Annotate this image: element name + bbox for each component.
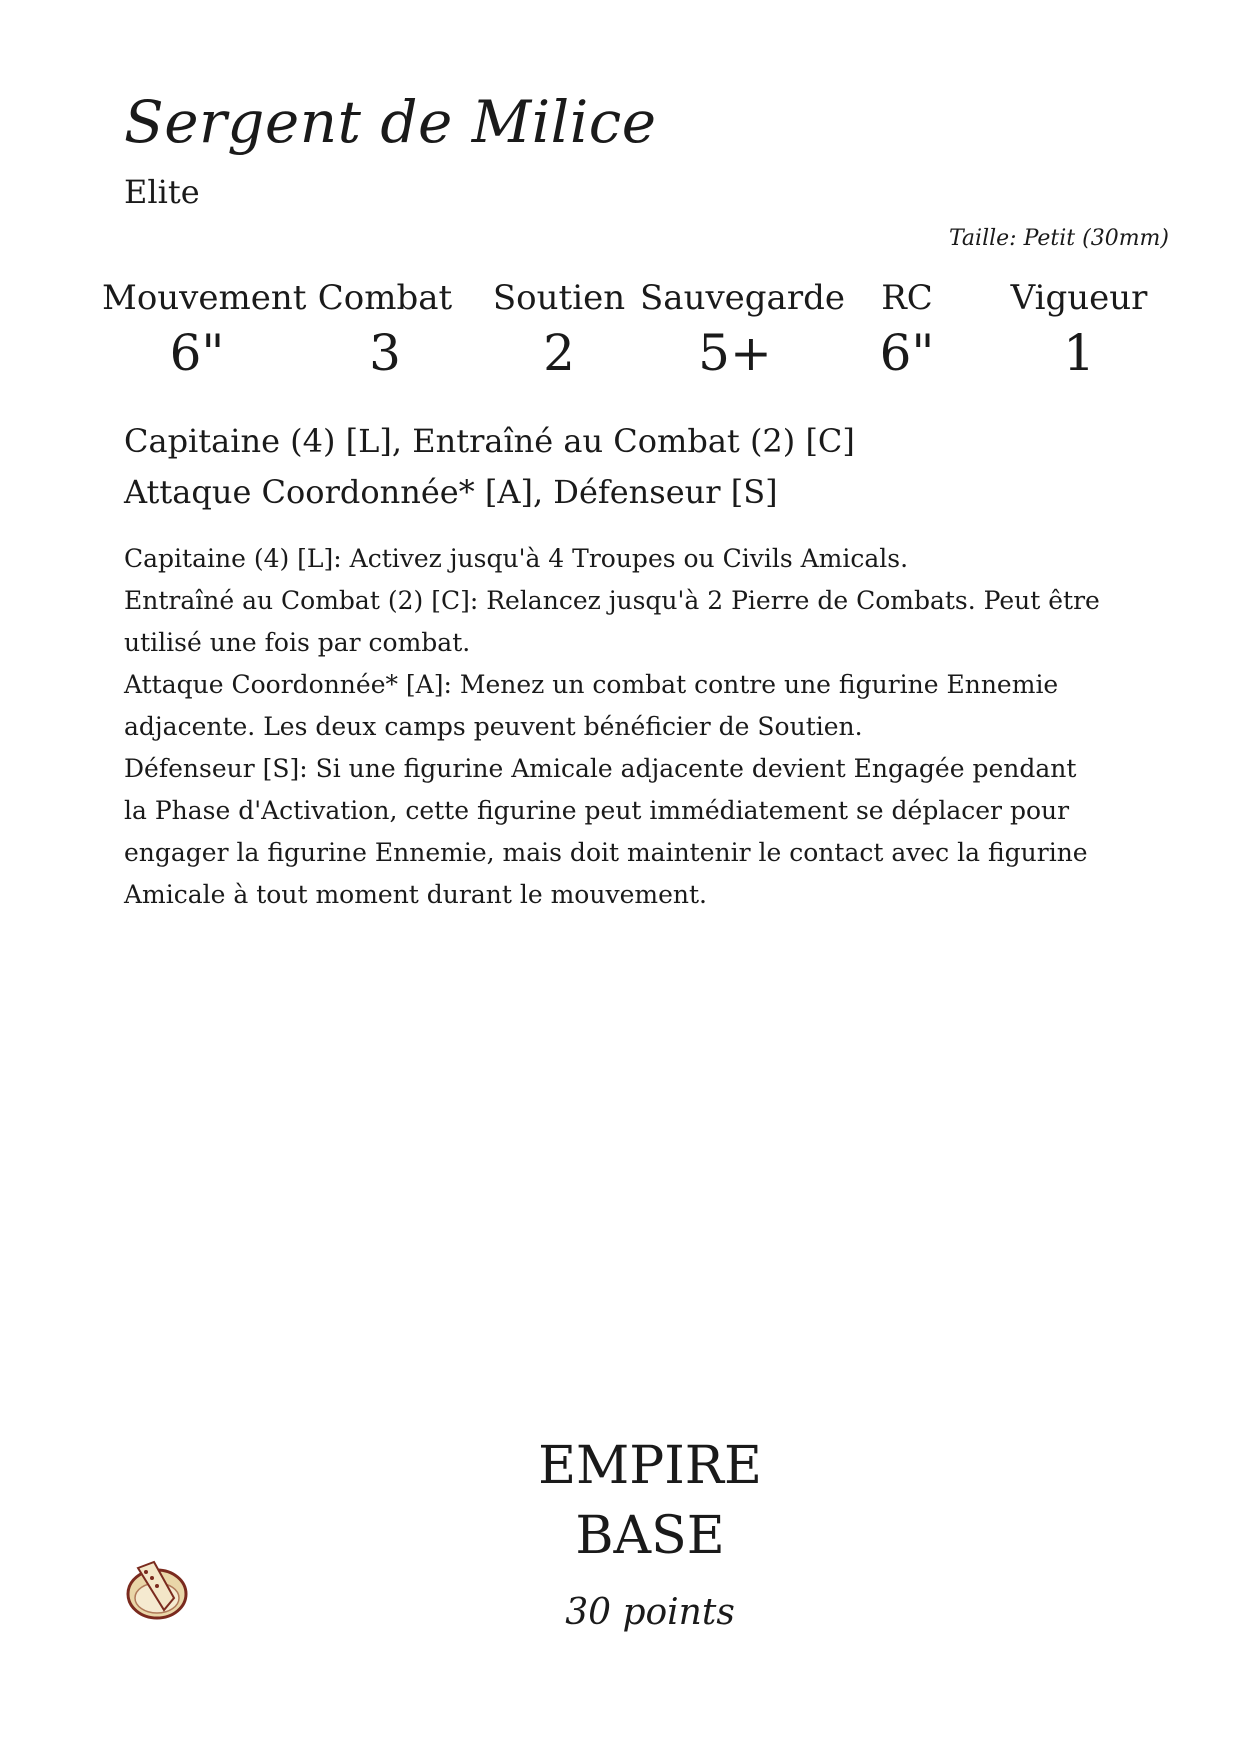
stat-label: Mouvement xyxy=(102,278,307,318)
stat-sauvegarde xyxy=(640,278,845,382)
stat-value: 1 xyxy=(1063,324,1095,382)
stat-label: RC xyxy=(881,278,933,318)
stat-value: 6" xyxy=(879,324,935,382)
stat-value: 3 xyxy=(369,324,401,382)
stat-mouvement xyxy=(102,278,307,382)
stat-soutien xyxy=(464,278,654,382)
stat-rc xyxy=(812,278,1002,382)
ability-description: Défenseur [S]: Si une figurine Amicale adjacente devient Engagée pendant la Phase d'Activation, cette figurine peut immédiatement se déplacer pour engager la figurine Ennemie, mais doit maintenir le contact avec la figurine Amicale à tout moment durant le mouvement. xyxy=(124,754,1088,909)
stat-value: 5+ xyxy=(698,324,772,382)
abilities-summary xyxy=(124,416,855,518)
ability-description: Attaque Coordonnée* [A]: Menez un combat contre une figurine Ennemie adjacente. Les deux camps peuvent bénéficier de Soutien. xyxy=(124,670,1059,741)
stat-label: Vigueur xyxy=(1010,278,1148,318)
stat-value: 2 xyxy=(543,324,575,382)
stat-combat xyxy=(290,278,480,382)
stat-value: 6" xyxy=(169,324,225,382)
ability-description: Entraîné au Combat (2) [C]: Relancez jusqu'à 2 Pierre de Combats. Peut être utilisé une fois par combat. xyxy=(124,586,1100,657)
stat-label: Combat xyxy=(317,278,453,318)
abilities-line: Capitaine (4) [L], Entraîné au Combat (2) [C] xyxy=(124,422,855,460)
stat-label: Sauvegarde xyxy=(640,278,845,318)
abilities-line: Attaque Coordonnée* [A], Défenseur [S] xyxy=(124,473,778,511)
points-cost: 30 points xyxy=(565,1592,735,1633)
unit-type: Elite xyxy=(124,173,200,211)
base-icon xyxy=(124,1558,190,1622)
stat-vigueur xyxy=(984,278,1174,382)
unit-title: Sergent de Milice xyxy=(124,88,657,156)
ability-descriptions xyxy=(124,538,1104,916)
faction-subname: BASE xyxy=(575,1506,725,1566)
ability-description: Capitaine (4) [L]: Activez jusqu'à 4 Troupes ou Civils Amicals. xyxy=(124,544,909,573)
faction-name: EMPIRE xyxy=(538,1436,762,1496)
stat-label: Soutien xyxy=(492,278,626,318)
unit-size: Taille: Petit (30mm) xyxy=(948,226,1169,251)
